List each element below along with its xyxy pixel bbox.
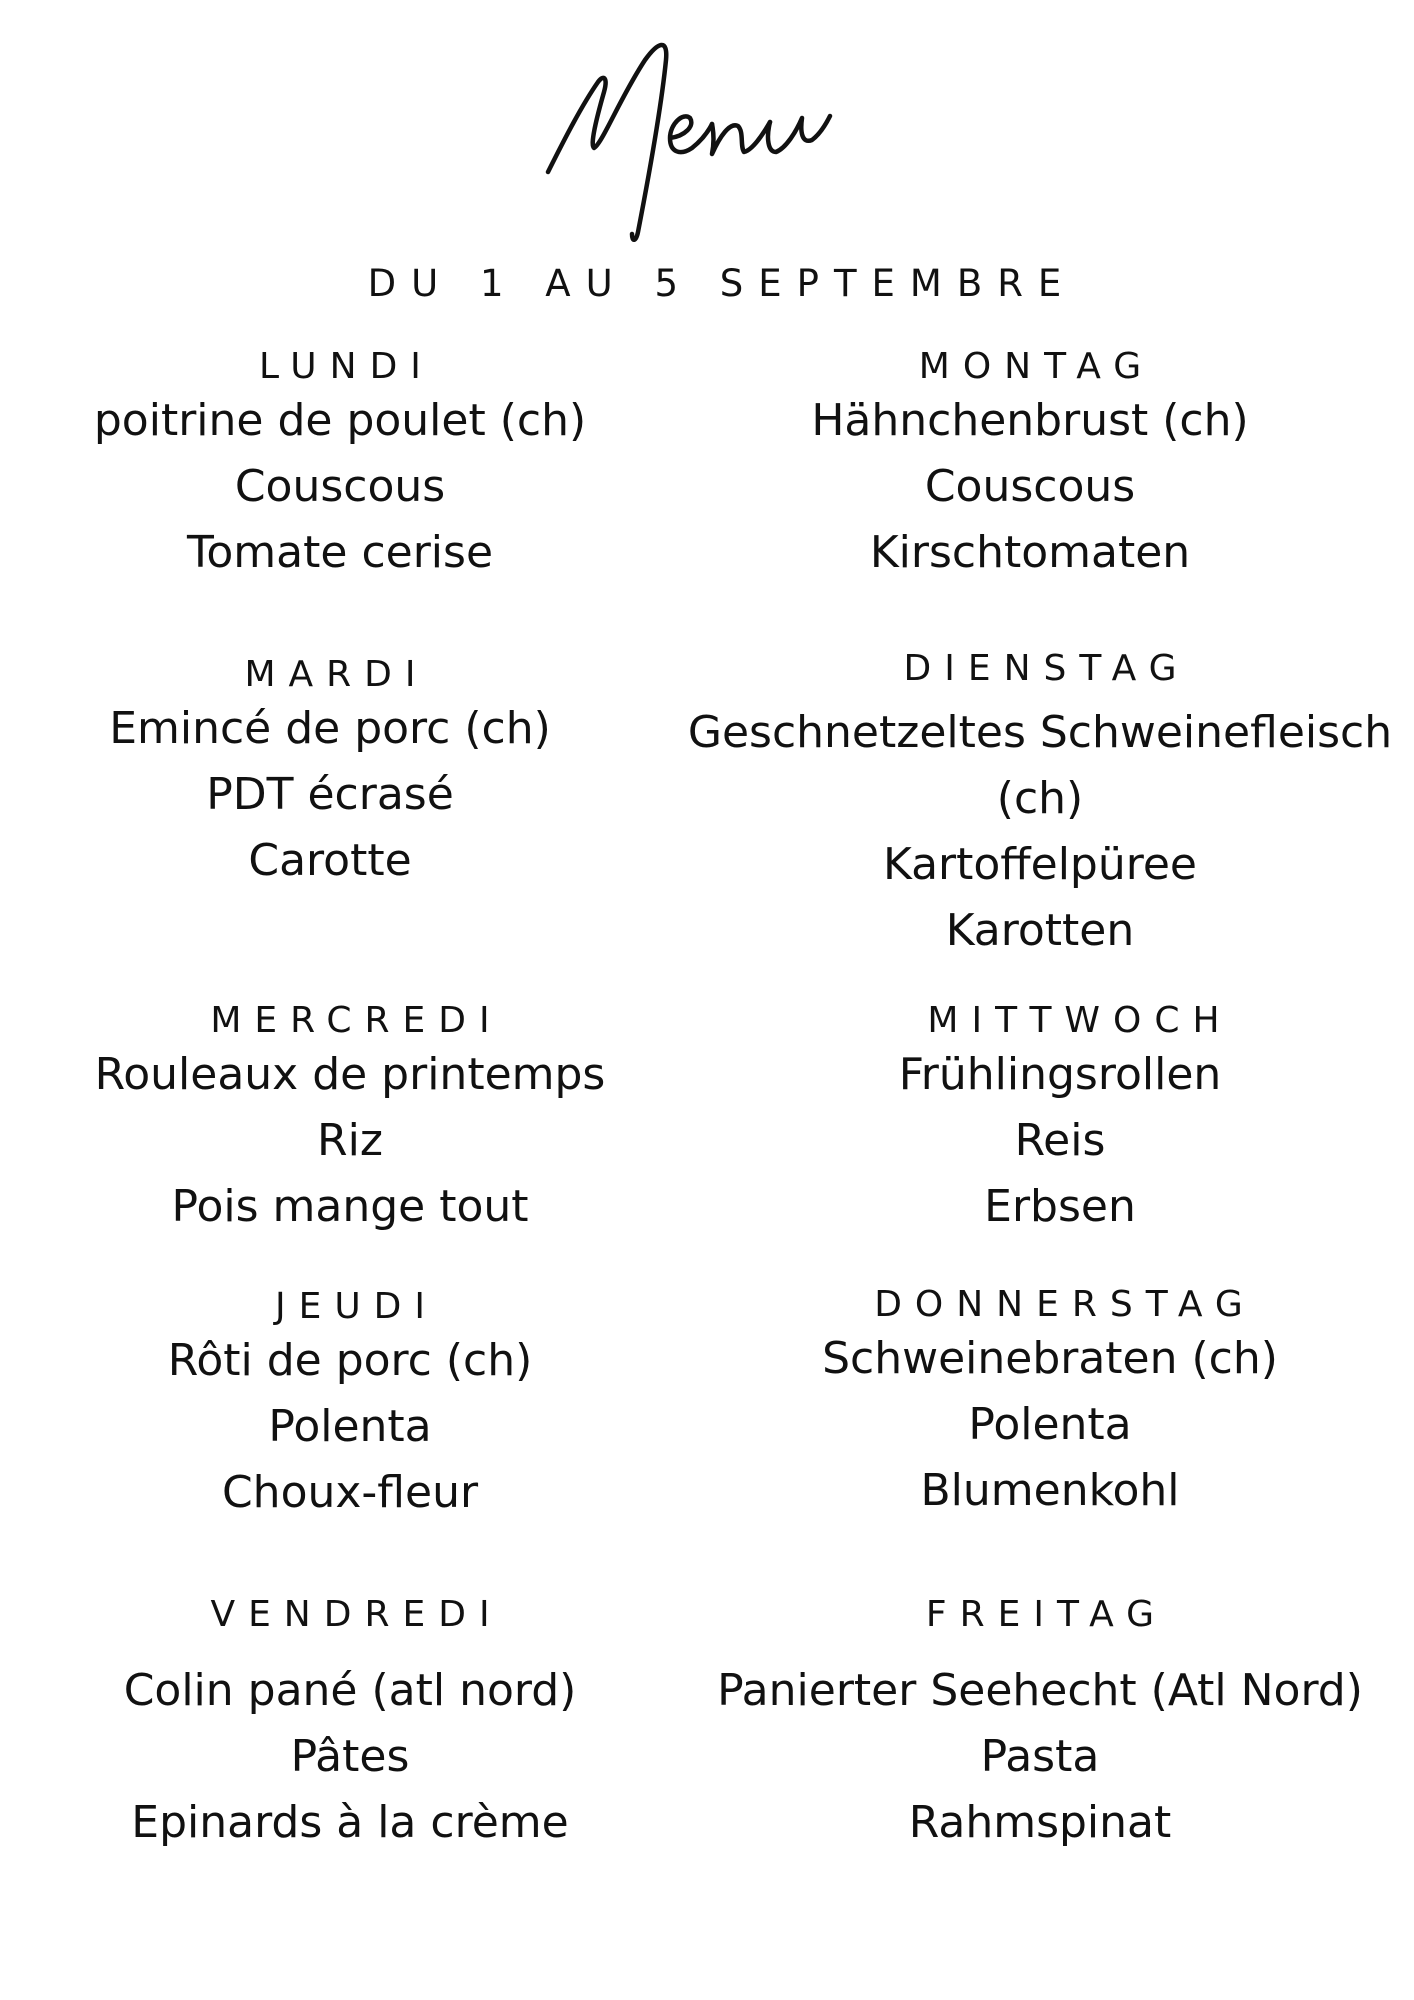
day-block-mardi — [60, 654, 600, 894]
dish-item: Kartoffelpüree — [883, 839, 1197, 890]
dish-list — [740, 1326, 1360, 1524]
dish-item: Polenta — [968, 1399, 1132, 1450]
dish-list — [70, 1658, 630, 1856]
day-name: MITTWOCH — [927, 1000, 1233, 1041]
day-block-mittwoch — [750, 1000, 1370, 1240]
dish-item: Schweinebraten (ch) — [822, 1333, 1278, 1384]
dish-item: Reis — [1014, 1115, 1106, 1166]
dish-item: poitrine de poulet (ch) — [93, 395, 587, 446]
date-range-subtitle: DU 1 AU 5 SEPTEMBRE — [367, 262, 1077, 305]
dish-item: (ch) — [996, 773, 1084, 824]
dish-item: Rouleaux de printemps — [94, 1049, 606, 1100]
dish-item: Polenta — [268, 1401, 432, 1452]
day-block-jeudi — [80, 1286, 620, 1526]
day-block-montag — [730, 346, 1330, 586]
day-name: VENDREDI — [210, 1594, 503, 1635]
dish-item: Couscous — [924, 461, 1136, 512]
dish-item: Erbsen — [984, 1181, 1136, 1232]
dish-item: Pâtes — [290, 1731, 410, 1782]
day-block-lundi — [70, 346, 610, 586]
dish-item: Frühlingsrollen — [898, 1049, 1222, 1100]
dish-item: Blumenkohl — [920, 1465, 1180, 1516]
day-block-donnerstag — [740, 1284, 1360, 1524]
day-name: JEUDI — [274, 1286, 439, 1327]
dish-list — [80, 1328, 620, 1526]
day-name: MONTAG — [918, 346, 1155, 387]
dish-list — [700, 1658, 1380, 1856]
dish-item: Carotte — [248, 835, 412, 886]
dish-list — [70, 1042, 630, 1240]
day-block-dienstag — [680, 648, 1400, 964]
dish-item: Emincé de porc (ch) — [109, 703, 551, 754]
dish-item: PDT écrasé — [206, 769, 454, 820]
dish-item: Pasta — [980, 1731, 1100, 1782]
dish-item: Geschnetzeltes Schweinefleisch — [687, 707, 1393, 758]
day-block-vendredi — [70, 1594, 630, 1856]
dish-list — [70, 388, 610, 586]
dish-item: Hähnchenbrust (ch) — [811, 395, 1249, 446]
day-name: DONNERSTAG — [874, 1284, 1256, 1325]
dish-item: Rôti de porc (ch) — [167, 1335, 533, 1386]
dish-item: Epinards à la crème — [131, 1797, 569, 1848]
dish-list — [730, 388, 1330, 586]
dish-item: Pois mange tout — [171, 1181, 529, 1232]
day-block-mercredi — [70, 1000, 630, 1240]
day-block-freitag — [700, 1594, 1380, 1856]
dish-item: Colin pané (atl nord) — [123, 1665, 577, 1716]
dish-item: Riz — [317, 1115, 383, 1166]
dish-item: Couscous — [234, 461, 446, 512]
dish-list — [750, 1042, 1370, 1240]
day-name: DIENSTAG — [903, 648, 1190, 689]
dish-item: Panierter Seehecht (Atl Nord) — [717, 1665, 1363, 1716]
day-name: LUNDI — [259, 346, 434, 387]
menu-title-script — [520, 20, 900, 260]
dish-list — [60, 696, 600, 894]
dish-item: Choux-fleur — [221, 1467, 479, 1518]
day-name: MARDI — [244, 654, 429, 695]
dish-item: Rahmspinat — [908, 1797, 1172, 1848]
day-name: MERCREDI — [210, 1000, 503, 1041]
dish-list — [680, 700, 1400, 964]
dish-item: Tomate cerise — [186, 527, 494, 578]
dish-item: Kirschtomaten — [869, 527, 1191, 578]
dish-item: Karotten — [945, 905, 1135, 956]
day-name: FREITAG — [925, 1594, 1168, 1635]
